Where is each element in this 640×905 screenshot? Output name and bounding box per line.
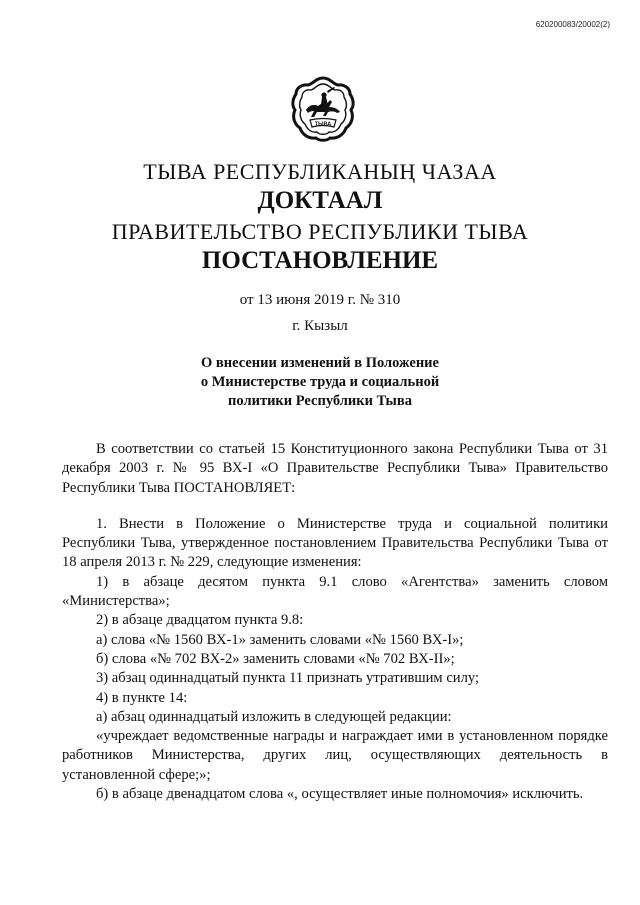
body-paragraph: 1. Внести в Положение о Министерстве труда и социальной политики Республики Тыва, утвержденное постановлением Правительства Республики Тыва от 18 апреля 2013 г. № 229, следующие изменения: xyxy=(62,515,608,571)
tuva-emblem-icon xyxy=(290,76,356,142)
subject-line: о Министерстве труда и социальной xyxy=(200,374,440,390)
document-body xyxy=(62,440,608,804)
subject-line: политики Республики Тыва xyxy=(228,393,412,409)
body-paragraph: а) слова «№ 1560 ВХ-1» заменить словами «№ 1560 ВХ-I»; xyxy=(96,631,464,648)
emblem-label: ТЫВА xyxy=(314,121,332,128)
body-paragraph: 4) в пункте 14: xyxy=(96,689,188,706)
document-city: г. Кызыл xyxy=(292,318,348,334)
document-number: 620200083/20002(2) xyxy=(535,20,610,29)
subject-line: О внесении изменений в Положение xyxy=(201,355,439,371)
document-date: от 13 июня 2019 г. № 310 xyxy=(239,292,401,308)
document-type-russian: ПОСТАНОВЛЕНИЕ xyxy=(201,247,439,274)
body-paragraph: 3) абзац одиннадцатый пункта 11 признать утратившим силу; xyxy=(96,670,480,687)
government-title-tuvan: ТЫВА РЕСПУБЛИКАНЫҢ ЧАЗАА xyxy=(143,159,497,184)
document-subject xyxy=(0,354,640,411)
body-paragraph: б) в абзаце двенадцатом слова «, осуществляет иные полномочия» исключить. xyxy=(96,786,584,803)
body-paragraph: а) абзац одиннадцатый изложить в следующей редакции: xyxy=(96,708,452,725)
document-type-tuvan: ДОКТААЛ xyxy=(257,187,383,214)
body-paragraph: «учреждает ведомственные награды и награждает ими в установленном порядке работников Министерства, других лиц, осуществляющих деятельность в установленной сфере;»; xyxy=(62,728,608,783)
body-paragraph: 2) в абзаце двадцатом пункта 9.8: xyxy=(96,612,304,629)
body-paragraph: б) слова «№ 702 ВХ-2» заменить словами «№ 702 ВХ-II»; xyxy=(96,650,455,667)
government-title-russian: ПРАВИТЕЛЬСТВО РЕСПУБЛИКИ ТЫВА xyxy=(111,219,529,244)
body-paragraph: 1) в абзаце десятом пункта 9.1 слово «Агентства» заменить словом «Министерства»; xyxy=(62,573,608,610)
body-paragraph: В соответствии со статьей 15 Конституционного закона Республики Тыва от 31 декабря 2003 г. № 95 ВХ-I «О Правительстве Республики Тыва» Правительство Республики Тыва ПОСТАНОВЛЯЕТ: xyxy=(62,441,608,496)
